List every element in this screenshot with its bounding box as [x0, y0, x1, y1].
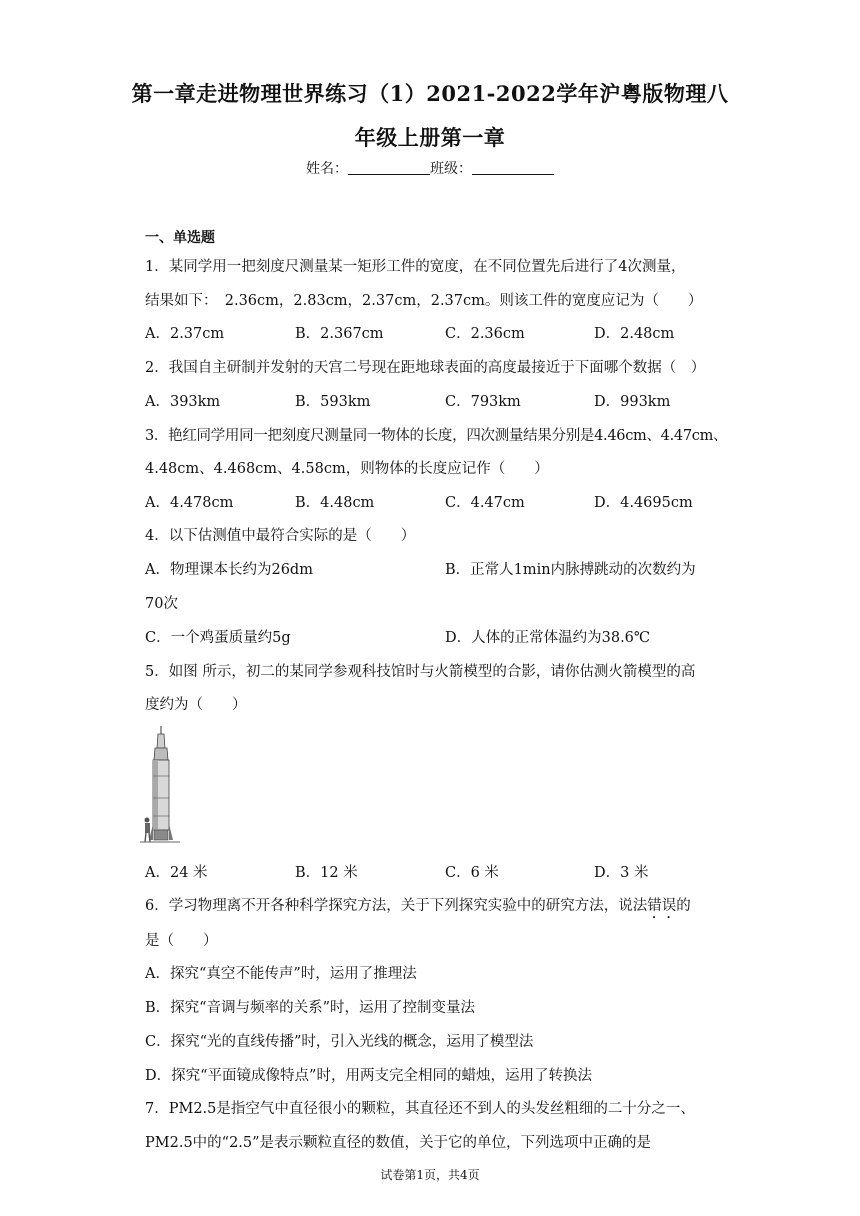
q1-option-c: C．2.36cm — [445, 326, 525, 342]
q5-option-d: D．3 米 — [594, 865, 649, 881]
q1-stem-line1: 1．某同学用一把刻度尺测量某一矩形工件的宽度，在不同位置先后进行了4次测量， — [145, 259, 686, 275]
q6-stem-line1 — [145, 894, 691, 922]
q4-option-b: B．正常人1min内脉搏跳动的次数约为 — [445, 562, 696, 578]
document-title-line1: 第一章走进物理世界练习（1）2021-2022学年沪粤版物理八 — [131, 81, 729, 106]
q6-stem-text: 6．学习物理离不开各种科学探究方法，关于下列探究实验中的研究方法，说法 — [145, 898, 648, 914]
q2-option-c: C．793km — [445, 394, 521, 410]
class-label: 班级： — [430, 161, 472, 177]
q4-option-b-continued: 70次 — [145, 596, 178, 612]
q5-stem-line1: 5．如图 所示，初二的某同学参观科技馆时与火箭模型的合影，请你估测火箭模型的高 — [145, 664, 696, 680]
q3-option-d: D．4.4695cm — [594, 495, 693, 511]
rocket-model-photo — [140, 726, 188, 844]
q1-option-a: A．2.37cm — [145, 326, 225, 342]
q5-option-a: A．24 米 — [145, 865, 208, 881]
document-title-line2: 年级上册第一章 — [354, 125, 506, 150]
q5-stem-line2: 度约为（ ） — [145, 697, 247, 713]
student-info-line — [0, 158, 860, 178]
q4-option-a: A．物理课本长约为26dm — [145, 562, 313, 578]
q7-stem-line2: PM2.5中的“2.5”是表示颗粒直径的数值，关于它的单位，下列选项中正确的是 — [145, 1135, 652, 1151]
name-label: 姓名： — [306, 161, 348, 177]
q6-option-c: C．探究“光的直线传播”时，引入光线的概念，运用了模型法 — [145, 1034, 534, 1050]
q3-option-c: C．4.47cm — [445, 495, 525, 511]
q6-emphasis-word: 错误 — [647, 898, 677, 914]
q2-stem-line1: 2．我国自主研制并发射的天宫二号现在距地球表面的高度最接近于下面哪个数据（ ） — [145, 360, 706, 376]
q3-stem-line2: 4.48cm、4.468cm、4.58cm，则物体的长度应记作（ ） — [145, 461, 549, 477]
q5-option-b: B．12 米 — [295, 865, 358, 881]
class-blank — [472, 160, 554, 175]
q7-stem-line1: 7．PM2.5是指空气中直径很小的颗粒，其直径还不到人的头发丝粗细的二十分之一、 — [145, 1101, 695, 1117]
q5-option-c: C．6 米 — [445, 865, 499, 881]
q4-option-c: C．一个鸡蛋质量约5g — [145, 630, 291, 646]
q6-option-b: B．探究“音调与频率的关系”时，运用了控制变量法 — [145, 1000, 475, 1016]
q3-option-a: A．4.478cm — [145, 495, 234, 511]
name-blank — [348, 160, 430, 175]
q1-stem-line2: 结果如下： 2.36cm，2.83cm，2.37cm，2.37cm。则该工件的宽度应记为（ ） — [145, 293, 703, 309]
section-heading: 一、单选题 — [145, 230, 215, 246]
q1-option-b: B．2.367cm — [295, 326, 384, 342]
q6-stem-tail: 的 — [676, 898, 691, 914]
q2-option-d: D．993km — [594, 394, 671, 410]
q4-option-d: D．人体的正常体温约为38.6℃ — [445, 630, 651, 646]
q3-option-b: B．4.48cm — [295, 495, 375, 511]
q6-option-a: A．探究“真空不能传声”时，运用了推理法 — [145, 966, 417, 982]
q6-stem-line2: 是（ ） — [145, 933, 218, 949]
q4-stem-line1: 4．以下估测值中最符合实际的是（ ） — [145, 528, 416, 544]
q2-option-b: B．593km — [295, 394, 371, 410]
q2-option-a: A．393km — [145, 394, 221, 410]
q3-stem-line1: 3．艳红同学用同一把刻度尺测量同一物体的长度，四次测量结果分别是4.46cm、4.47cm、 — [145, 428, 728, 444]
q1-option-d: D．2.48cm — [594, 326, 675, 342]
q6-option-d: D．探究“平面镜成像特点”时，用两支完全相同的蜡烛，运用了转换法 — [145, 1068, 592, 1084]
page-footer: 试卷第1页，共4页 — [380, 1168, 480, 1182]
